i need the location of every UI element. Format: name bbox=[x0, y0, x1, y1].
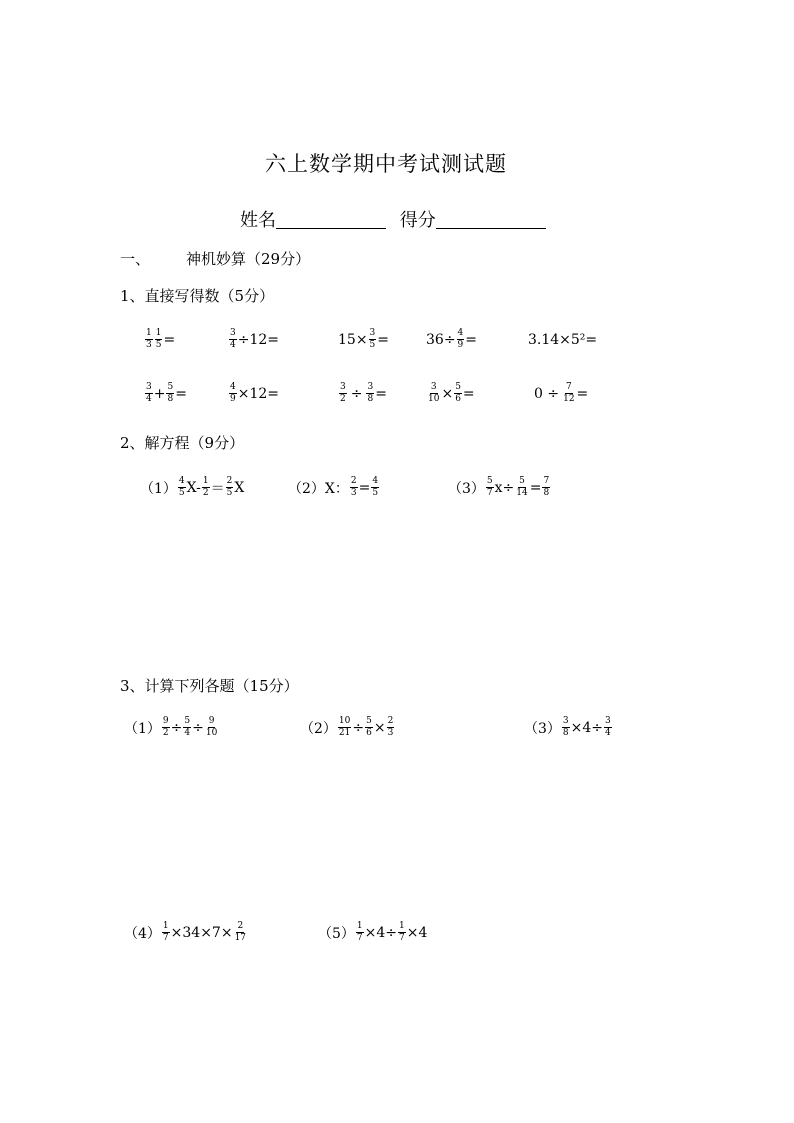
equation bbox=[288, 476, 380, 499]
fraction bbox=[205, 716, 218, 739]
fraction bbox=[202, 476, 210, 499]
expression-text: ÷ bbox=[192, 719, 204, 736]
denominator: 7 bbox=[162, 933, 169, 943]
numerator: 7 bbox=[543, 476, 550, 486]
expression-text: （2） bbox=[300, 720, 337, 737]
fraction bbox=[234, 921, 247, 944]
expression-text: X- bbox=[186, 479, 201, 496]
oral-problem bbox=[426, 382, 475, 405]
fraction bbox=[398, 921, 406, 944]
score-label: 得分 bbox=[399, 210, 436, 231]
numerator: 2 bbox=[387, 716, 394, 726]
fraction bbox=[427, 382, 440, 405]
oral-problem bbox=[338, 328, 389, 351]
numerator: 5 bbox=[519, 476, 525, 486]
expression-text: 3.14×5²= bbox=[528, 332, 598, 348]
denominator: 7 bbox=[486, 488, 493, 498]
expression-text: ×12= bbox=[237, 385, 280, 402]
expression-text: ÷12= bbox=[237, 331, 280, 348]
expression-text: = bbox=[576, 385, 589, 402]
fraction bbox=[604, 716, 612, 739]
numerator: 9 bbox=[162, 716, 169, 726]
numerator: 5 bbox=[184, 716, 191, 726]
expression-text: ÷ bbox=[352, 719, 365, 736]
numerator: 3 bbox=[562, 716, 569, 726]
calc-problem bbox=[124, 921, 248, 944]
expression-text: = bbox=[163, 331, 176, 348]
denominator: 12 bbox=[563, 394, 575, 404]
numerator: 3 bbox=[369, 328, 376, 338]
denominator: 2 bbox=[162, 728, 169, 738]
part1-heading: 1、直接写得数（5分） bbox=[120, 287, 275, 305]
expression-text: × bbox=[441, 385, 454, 402]
numerator: 4 bbox=[457, 328, 464, 338]
fraction bbox=[356, 921, 364, 944]
oral-problem bbox=[144, 382, 187, 405]
calc-problem bbox=[124, 716, 219, 739]
expression-text: = bbox=[358, 479, 371, 496]
numerator: 3 bbox=[367, 382, 374, 392]
expression-text: ×34×7× bbox=[170, 924, 233, 941]
numerator: 3 bbox=[605, 716, 611, 726]
denominator: 3 bbox=[146, 340, 152, 350]
denominator: 17 bbox=[234, 933, 247, 943]
denominator: 5 bbox=[178, 488, 185, 498]
expression-text: （1） bbox=[140, 480, 177, 497]
numerator: 4 bbox=[230, 382, 236, 392]
numerator: 3 bbox=[230, 328, 236, 338]
expression-text: X bbox=[234, 479, 245, 496]
numerator: 9 bbox=[208, 716, 215, 726]
numerator: 1 bbox=[146, 328, 152, 338]
denominator: 8 bbox=[167, 394, 174, 404]
denominator: 5 bbox=[155, 340, 162, 350]
denominator: 5 bbox=[369, 340, 376, 350]
equation bbox=[448, 476, 551, 499]
fraction bbox=[162, 716, 170, 739]
expression-text: = bbox=[465, 331, 478, 348]
oral-problem bbox=[426, 328, 477, 351]
expression-text: ×4 bbox=[406, 924, 428, 941]
oral-problem bbox=[144, 328, 175, 351]
oral-problem bbox=[528, 332, 597, 348]
expression-text: （3） bbox=[524, 720, 561, 737]
denominator: 4 bbox=[605, 728, 611, 738]
heading-text: 神机妙算（29分） bbox=[186, 250, 311, 268]
fraction bbox=[229, 382, 237, 405]
denominator: 10 bbox=[428, 394, 440, 404]
numerator: 4 bbox=[178, 476, 185, 486]
fraction bbox=[226, 476, 234, 499]
denominator: 2 bbox=[202, 488, 209, 498]
numerator: 2 bbox=[237, 921, 244, 931]
denominator: 8 bbox=[562, 728, 569, 738]
fraction bbox=[454, 382, 462, 405]
expression-text: ÷ bbox=[350, 385, 363, 402]
expression-text: ＝ bbox=[210, 480, 225, 497]
denominator: 5 bbox=[372, 488, 379, 498]
expression-text: （5） bbox=[318, 925, 355, 942]
fraction bbox=[366, 382, 374, 405]
name-blank[interactable] bbox=[276, 228, 386, 229]
denominator: 3 bbox=[387, 728, 394, 738]
numerator: 4 bbox=[372, 476, 379, 486]
expression-text: = bbox=[375, 385, 387, 402]
denominator: 5 bbox=[226, 488, 233, 498]
oral-problem bbox=[228, 382, 279, 405]
calc-problem bbox=[524, 716, 613, 739]
page-title: 六上数学期中考试测试题 bbox=[265, 152, 507, 176]
fraction bbox=[145, 328, 153, 351]
expression-text: = bbox=[175, 385, 187, 402]
fraction bbox=[350, 476, 358, 499]
expression-text: 0 ÷ bbox=[534, 385, 560, 402]
denominator: 4 bbox=[184, 728, 191, 738]
part2-heading: 2、解方程（9分） bbox=[120, 434, 245, 452]
expression-text: ×4÷ bbox=[570, 719, 604, 736]
denominator: 3 bbox=[350, 488, 357, 498]
fraction bbox=[369, 328, 377, 351]
score-blank[interactable] bbox=[436, 228, 546, 229]
calc-problem bbox=[318, 921, 427, 944]
denominator: 9 bbox=[230, 394, 236, 404]
denominator: 7 bbox=[399, 933, 405, 943]
denominator: 2 bbox=[340, 394, 346, 404]
numerator: 10 bbox=[338, 716, 351, 726]
fraction bbox=[145, 382, 153, 405]
expression-text: = bbox=[529, 479, 542, 496]
fraction bbox=[387, 716, 395, 739]
numerator: 1 bbox=[356, 921, 363, 931]
numerator: 3 bbox=[146, 382, 152, 392]
numerator: 5 bbox=[455, 382, 461, 392]
expression-text: （2）X： bbox=[288, 480, 349, 497]
expression-text: = bbox=[377, 331, 390, 348]
heading-text: 一、 bbox=[120, 250, 151, 268]
denominator: 14 bbox=[516, 488, 528, 498]
section1-heading bbox=[120, 248, 310, 269]
denominator: 8 bbox=[543, 488, 550, 498]
denominator: 21 bbox=[338, 728, 351, 738]
oral-problem bbox=[228, 328, 279, 351]
denominator: 6 bbox=[366, 728, 372, 738]
numerator: 1 bbox=[202, 476, 209, 486]
fraction bbox=[365, 716, 373, 739]
numerator: 5 bbox=[366, 716, 372, 726]
numerator: 5 bbox=[486, 476, 493, 486]
fraction bbox=[338, 716, 351, 739]
expression-text: ÷ bbox=[170, 719, 183, 736]
fraction bbox=[339, 382, 347, 405]
name-score-row bbox=[240, 206, 546, 232]
expression-text: × bbox=[373, 719, 386, 736]
denominator: 4 bbox=[146, 394, 152, 404]
fraction bbox=[562, 716, 570, 739]
numerator: 2 bbox=[350, 476, 357, 486]
expression-text: （3） bbox=[448, 480, 485, 497]
denominator: 9 bbox=[457, 340, 464, 350]
fraction bbox=[178, 476, 186, 499]
fraction bbox=[155, 328, 163, 351]
numerator: 2 bbox=[226, 476, 233, 486]
denominator: 8 bbox=[367, 394, 374, 404]
numerator: 3 bbox=[340, 382, 346, 392]
fraction bbox=[166, 382, 174, 405]
numerator: 1 bbox=[399, 921, 405, 931]
expression-text: ×4÷ bbox=[364, 924, 398, 941]
fraction bbox=[371, 476, 379, 499]
expression-text: x÷ bbox=[494, 479, 515, 496]
expression-text: 15× bbox=[338, 331, 368, 348]
denominator: 4 bbox=[230, 340, 236, 350]
fraction bbox=[542, 476, 550, 499]
fraction bbox=[162, 921, 170, 944]
expression-text: = bbox=[462, 385, 475, 402]
fraction bbox=[229, 328, 237, 351]
calc-problem bbox=[300, 716, 395, 739]
denominator: 10 bbox=[205, 728, 218, 738]
oral-problem bbox=[534, 382, 588, 405]
numerator: 7 bbox=[565, 382, 572, 392]
fraction bbox=[486, 476, 494, 499]
expression-text: （1） bbox=[124, 720, 161, 737]
expression-text: （4） bbox=[124, 925, 161, 942]
oral-problem bbox=[338, 382, 387, 405]
denominator: 6 bbox=[455, 394, 461, 404]
numerator: 1 bbox=[155, 328, 162, 338]
fraction bbox=[562, 382, 575, 405]
name-label: 姓名 bbox=[240, 210, 276, 231]
numerator: 1 bbox=[162, 921, 169, 931]
numerator: 5 bbox=[167, 382, 174, 392]
part3-heading: 3、计算下列各题（15分） bbox=[120, 677, 299, 695]
fraction bbox=[515, 476, 528, 499]
fraction bbox=[457, 328, 465, 351]
equation bbox=[140, 476, 244, 499]
denominator: 7 bbox=[356, 933, 363, 943]
numerator: 3 bbox=[430, 382, 437, 392]
expression-text: 36÷ bbox=[426, 331, 456, 348]
fraction bbox=[183, 716, 191, 739]
expression-text: + bbox=[153, 385, 166, 402]
